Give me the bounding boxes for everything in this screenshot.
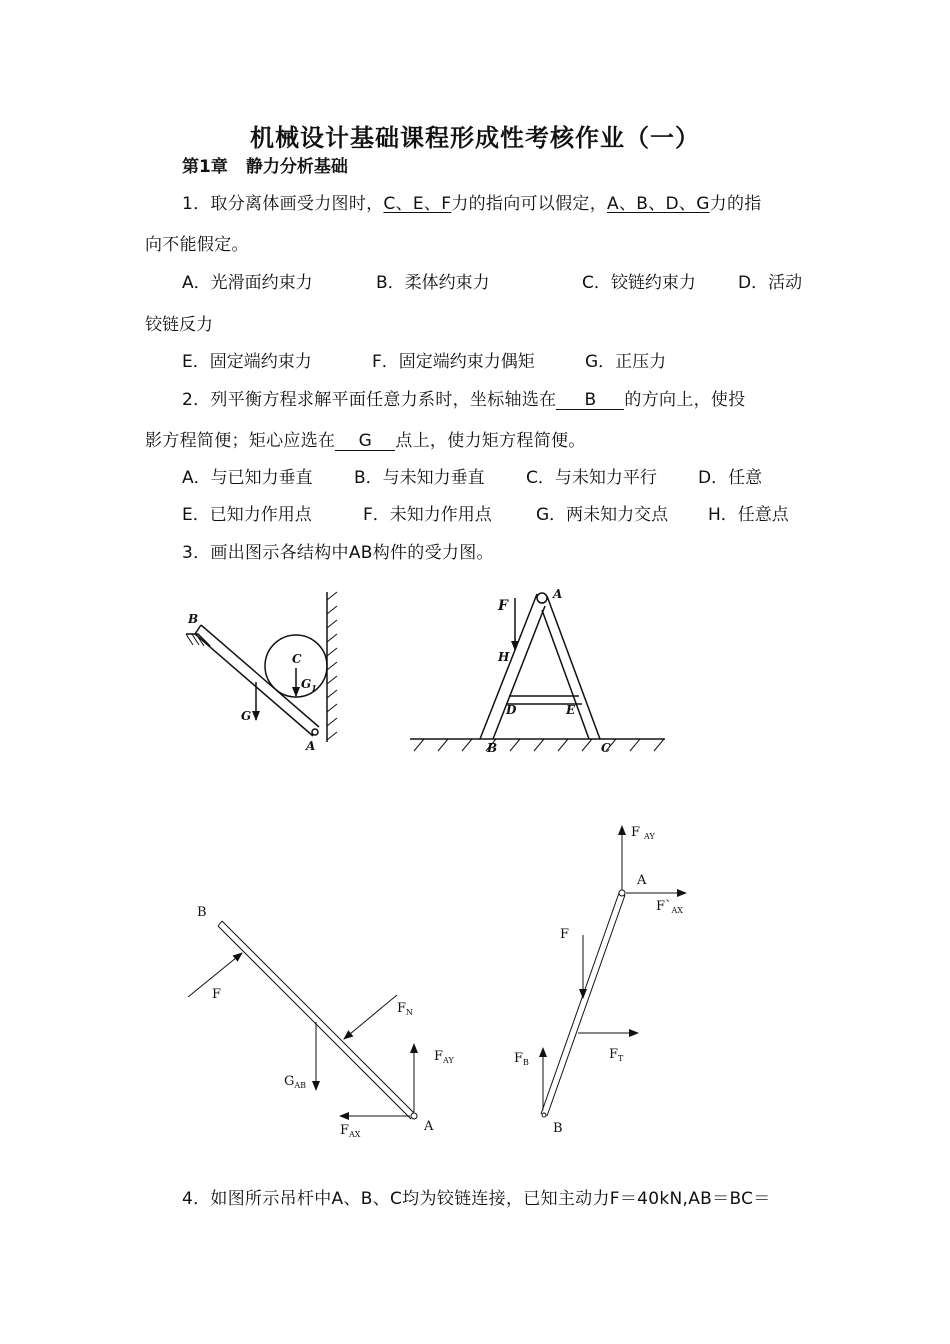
q1-option-d-cont: 铰链反力: [145, 315, 213, 335]
question-2-line-1: 2．列平衡方程求解平面任意力系时，坐标轴选在 B 的方向上，使投: [182, 390, 746, 410]
fig4-label-a: A: [637, 873, 647, 888]
q1-option-e: E．固定端约束力: [182, 352, 312, 372]
q2-option-c: C．与未知力平行: [526, 468, 657, 488]
q2-option-h: H．任意点: [708, 505, 789, 525]
question-1-line-1: 1．取分离体画受力图时，C、E、F力的指向可以假定，A、B、D、G力的指: [182, 194, 762, 214]
fig3-label-b: B: [197, 905, 207, 920]
q1-option-a: A．光滑面约束力: [182, 273, 313, 293]
q1-answer-2: A、B、D、G: [607, 194, 710, 214]
fig2-label-f: F: [498, 598, 508, 614]
fig1-label-b: B: [188, 612, 199, 626]
figure-2: [410, 593, 665, 751]
fig1-label-g: G: [241, 709, 252, 723]
q2-option-g: G．两未知力交点: [536, 505, 669, 525]
figure-4: [541, 826, 686, 1117]
fig3-label-fax: $F_{AX}$: [340, 1123, 361, 1139]
q1-option-g: G．正压力: [585, 352, 667, 372]
q2-option-e: E．已知力作用点: [182, 505, 312, 525]
fig2-label-a: A: [553, 587, 563, 601]
fig2-label-h: H: [498, 650, 510, 664]
fig1-label-a: A: [306, 739, 316, 753]
q1-option-d: D．活动: [738, 273, 803, 293]
q2-answer-2: G: [335, 432, 395, 451]
question-2-line-2: 影方程简便；矩心应选在 G 点上，使力矩方程简便。: [145, 431, 586, 451]
chapter-name: 静力分析基础: [245, 157, 348, 177]
q1-option-f: F．固定端约束力偶矩: [372, 352, 535, 372]
fig2-label-d: D: [506, 703, 517, 717]
page-title: 机械设计基础课程形成性考核作业（一）: [250, 123, 700, 152]
fig4-label-f: F: [560, 927, 570, 942]
figure-1: [186, 592, 337, 742]
fig3-label-fay: $F_{AY}$: [434, 1049, 454, 1065]
question-3: 3．画出图示各结构中AB构件的受力图。: [182, 543, 494, 563]
fig4-label-fay: F $_{AY}$: [631, 825, 655, 841]
figure-2-labels: [486, 587, 611, 755]
fig2-label-e: E: [566, 703, 576, 717]
q2-option-d: D．任意: [698, 468, 763, 488]
question-4: 4．如图所示吊杆中A、B、C均为铰链连接，已知主动力F＝40kN,AB＝BC＝: [182, 1189, 771, 1209]
fig3-label-gab: $G_{AB}$: [284, 1074, 307, 1090]
fig1-label-g1: $G_1$: [301, 677, 317, 693]
q1-option-b: B．柔体约束力: [376, 273, 490, 293]
fig4-label-b: B: [553, 1121, 563, 1136]
figure-4-labels: [514, 825, 683, 1136]
figure-3-labels: [197, 905, 454, 1139]
fig3-label-fn: $F_N$: [397, 1001, 414, 1017]
q2-option-b: B．与未知力垂直: [354, 468, 485, 488]
fig3-label-f: F: [212, 987, 222, 1002]
fig4-label-ft: $F_T$: [609, 1047, 624, 1063]
fig1-label-c: C: [292, 652, 302, 666]
chapter-number: 第1章: [182, 157, 228, 177]
fig2-label-c: C: [601, 741, 611, 755]
q2-option-f: F．未知力作用点: [363, 505, 492, 525]
q1-option-c: C．铰链约束力: [582, 273, 696, 293]
fig4-label-fax: $F`_{AX}$: [656, 899, 684, 915]
q2-option-a: A．与已知力垂直: [182, 468, 313, 488]
fig3-label-a: A: [424, 1119, 434, 1134]
q1-answer-1: C、E、F: [383, 194, 452, 214]
fig4-label-fb: $F_B$: [514, 1051, 529, 1067]
q2-answer-1: B: [556, 391, 624, 410]
question-1-line-2: 向不能假定。: [145, 235, 249, 255]
fig2-label-b: B: [487, 741, 498, 755]
